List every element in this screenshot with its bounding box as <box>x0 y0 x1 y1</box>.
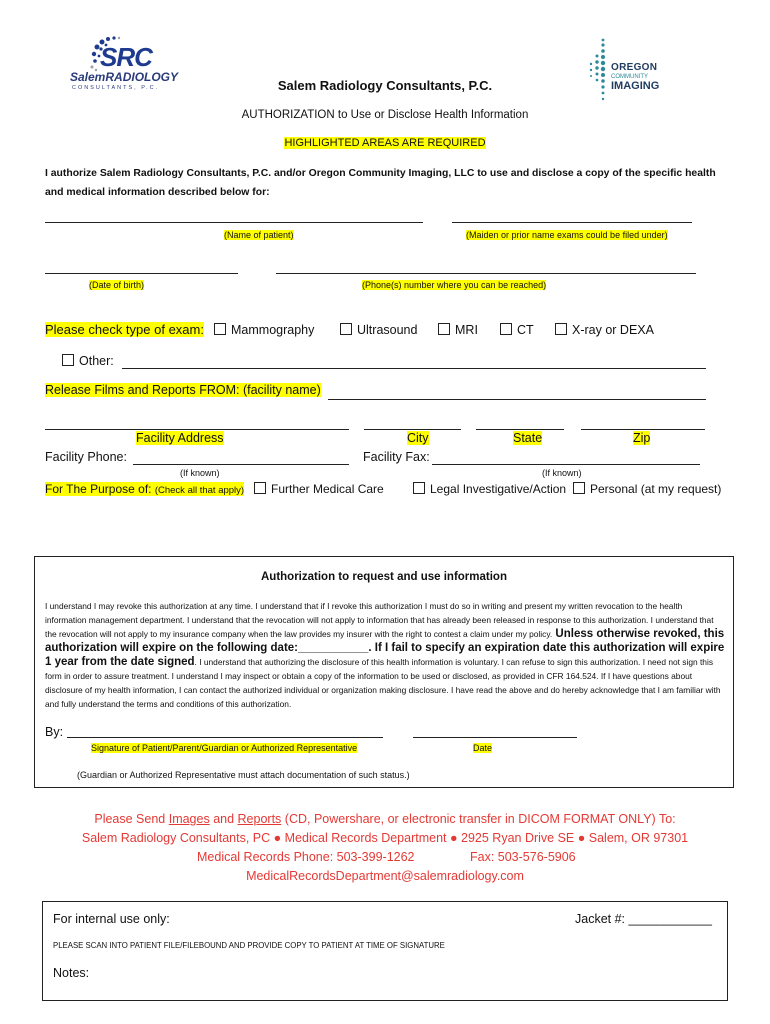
scan-note: PLEASE SCAN INTO PATIENT FILE/FILEBOUND AND PROVIDE COPY TO PATIENT AT TIME OF SIGNATURE <box>53 941 445 950</box>
address-label-wrap <box>136 431 224 445</box>
authorization-expiration: Unless otherwise revoked, this authorization will expire on the following date:___________. If I fail to specify an expiration date this authorization will expire 1 year from the date signed <box>45 628 725 668</box>
purpose-hint: (Check all that apply) <box>154 485 245 496</box>
phone-label-wrap <box>362 280 546 290</box>
required-note-wrap <box>0 137 770 149</box>
records-fax: Fax: 503-576-5906 <box>470 850 576 864</box>
purpose-label-text: For The Purpose of: <box>45 482 152 496</box>
maiden-label-wrap <box>466 230 668 240</box>
exam-mri[interactable] <box>438 323 478 337</box>
phone-if-known: (If known) <box>180 468 220 478</box>
oci-logo-line3: IMAGING <box>611 80 660 92</box>
purpose-option-label: Further Medical Care <box>271 482 384 496</box>
patient-name-field[interactable] <box>45 222 423 223</box>
checkbox[interactable] <box>438 323 450 335</box>
dob-label-wrap <box>89 280 144 290</box>
exam-option-label: X-ray or DEXA <box>572 323 654 337</box>
signature-field[interactable] <box>67 737 383 738</box>
checkbox[interactable] <box>340 323 352 335</box>
guardian-note: (Guardian or Authorized Representative must attach documentation of such status.) <box>77 770 410 780</box>
exam-other[interactable] <box>62 354 114 368</box>
checkbox[interactable] <box>254 482 266 494</box>
fax-if-known: (If known) <box>542 468 582 478</box>
exam-prompt-wrap <box>45 322 204 337</box>
purpose-legal[interactable] <box>413 482 566 496</box>
exam-prompt: Please check type of exam: <box>45 322 204 337</box>
signature-label: Signature of Patient/Parent/Guardian or Authorized Representative <box>91 743 358 753</box>
purpose-personal[interactable] <box>573 482 721 496</box>
facility-address-field[interactable] <box>45 429 349 430</box>
state-label-wrap <box>513 431 542 445</box>
name-label-wrap <box>224 230 294 240</box>
by-label: By: <box>45 725 64 739</box>
records-phone: Medical Records Phone: 503-399-1262 <box>197 850 415 864</box>
exam-ct[interactable] <box>500 323 534 337</box>
send-reports: Reports <box>237 812 282 826</box>
zip-label: Zip <box>633 431 651 445</box>
send-line-1 <box>0 812 770 826</box>
signature-label-wrap <box>91 743 357 753</box>
src-logo-text: SRC <box>100 42 152 72</box>
oci-logo-line1: OREGON <box>611 62 658 73</box>
purpose-label <box>45 482 244 496</box>
checkbox[interactable] <box>555 323 567 335</box>
facility-phone-label: Facility Phone: <box>45 450 127 464</box>
internal-use-box <box>42 901 728 1001</box>
authorization-text-1: I understand I may revoke this authorization at any time. I understand that if I revoke this authorization I must do so in writing and present my written revocation to the health information management department. I understand that the revocation will not apply to information that has already been released in response to this authorization. I understand that the revocation will not apply to my insurance company when the law provides my insurer with the right to contest a claim under my policy. <box>45 601 714 639</box>
facility-phone-field[interactable] <box>133 464 349 465</box>
maiden-name-field[interactable] <box>452 222 692 223</box>
src-logo-sub: SalemRADIOLOGY <box>70 70 179 84</box>
checkbox[interactable] <box>500 323 512 335</box>
release-from-label: Release Films and Reports FROM: (facility name) <box>45 383 321 397</box>
facility-fax-field[interactable] <box>432 464 700 465</box>
intro-text: I authorize Salem Radiology Consultants, P.C. and/or Oregon Community Imaging, LLC to use and disclose a copy of the specific health and medical information described below for: <box>45 168 716 198</box>
checkbox[interactable] <box>214 323 226 335</box>
oregon-community-imaging-logo <box>585 36 675 108</box>
oci-logo-line2: COMMUNITY <box>611 74 648 80</box>
exam-xray-dexa[interactable] <box>555 323 654 337</box>
notes-label: Notes: <box>53 966 90 980</box>
send-pre: Please Send <box>94 812 169 826</box>
exam-other-label: Other: <box>79 354 114 368</box>
exam-option-label: CT <box>517 323 534 337</box>
records-email[interactable]: MedicalRecordsDepartment@salemradiology.com <box>246 869 524 883</box>
dob-label: (Date of birth) <box>89 280 145 290</box>
phone-label: (Phone(s) number where you can be reached) <box>362 280 547 290</box>
name-label: (Name of patient) <box>224 230 294 240</box>
purpose-option-label: Legal Investigative/Action <box>430 482 567 496</box>
facility-state-field[interactable] <box>476 429 564 430</box>
dob-field[interactable] <box>45 273 238 274</box>
authorization-box <box>34 556 734 788</box>
facility-fax-label: Facility Fax: <box>363 450 430 464</box>
facility-zip-field[interactable] <box>581 429 705 430</box>
release-from-wrap <box>45 383 321 397</box>
exam-ultrasound[interactable] <box>340 323 417 337</box>
city-label: City <box>407 431 429 445</box>
purpose-further-care[interactable] <box>254 482 384 496</box>
send-and: and <box>209 812 238 826</box>
purpose-option-label: Personal (at my request) <box>590 482 722 496</box>
internal-use-label: For internal use only: <box>53 912 170 926</box>
send-post: (CD, Powershare, or electronic transfer in DICOM FORMAT ONLY) To: <box>281 812 676 826</box>
oci-dots-icon <box>585 36 609 108</box>
exam-option-label: MRI <box>455 323 478 337</box>
form-title: AUTHORIZATION to Use or Disclose Health Information <box>241 109 529 121</box>
exam-mammography[interactable] <box>214 323 314 337</box>
jacket-number[interactable]: Jacket #: ____________ <box>575 912 712 926</box>
checkbox[interactable] <box>413 482 425 494</box>
exam-option-label: Mammography <box>231 323 315 337</box>
required-note: HIGHLIGHTED AREAS ARE REQUIRED <box>284 137 486 149</box>
date-label: Date <box>473 743 493 753</box>
authorization-text <box>45 599 725 711</box>
exam-option-label: Ultrasound <box>357 323 418 337</box>
phone-field[interactable] <box>276 273 696 274</box>
authorization-text-2: . I understand that authorizing the disclosure of this health information is voluntary. I can refuse to sign this authorization. I need not sign this form in order to assure treatment. I understand I may inspect or obtain a copy of the information to be used or disclosed, as provided in CFR 164.524. If I have questions about disclosure of my health information, I can contact the authorized individual or organization making disclosure. I have read the above and do hereby acknowledge that I am familiar with and fully understand the terms and conditions of this authorization. <box>45 657 721 709</box>
purpose-wrap <box>45 482 244 496</box>
checkbox[interactable] <box>62 354 74 366</box>
facility-city-field[interactable] <box>364 429 461 430</box>
send-address: Salem Radiology Consultants, PC ● Medical Records Department ● 2925 Ryan Drive SE ● Salem, OR 97301 <box>81 831 689 845</box>
exam-other-field[interactable] <box>122 368 706 369</box>
date-label-wrap <box>473 743 492 753</box>
signature-date-field[interactable] <box>413 737 577 738</box>
checkbox[interactable] <box>573 482 585 494</box>
send-images: Images <box>168 812 210 826</box>
state-label: State <box>513 431 543 445</box>
authorization-title: Authorization to request and use information <box>261 571 507 583</box>
zip-label-wrap <box>633 431 650 445</box>
facility-name-field[interactable] <box>328 399 706 400</box>
address-label: Facility Address <box>136 431 224 445</box>
city-label-wrap <box>407 431 429 445</box>
maiden-label: (Maiden or prior name exams could be filed under) <box>466 230 668 240</box>
src-logo-sub2: CONSULTANTS, P.C. <box>72 85 160 91</box>
company-name: Salem Radiology Consultants, P.C. <box>277 78 493 93</box>
